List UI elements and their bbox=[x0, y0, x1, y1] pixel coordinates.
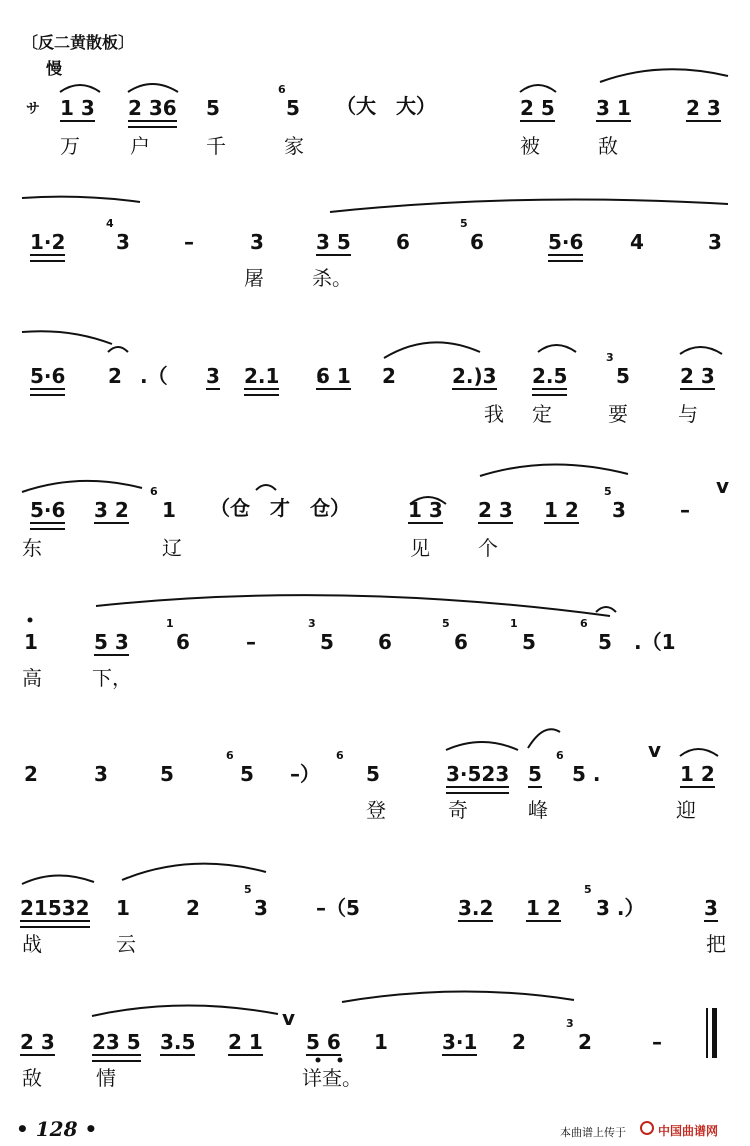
jianpu-note: 1 bbox=[374, 1030, 388, 1054]
jianpu-note: 3.5 bbox=[160, 1030, 196, 1054]
jianpu-note: 3 bbox=[94, 762, 108, 786]
jianpu-note: 3 bbox=[708, 230, 722, 254]
jianpu-note: 3·1 bbox=[442, 1030, 478, 1054]
jianpu-note: 23 5 bbox=[92, 1030, 141, 1054]
lyric-syllable: 要 bbox=[608, 402, 628, 426]
jianpu-note: 5 bbox=[522, 630, 536, 654]
jianpu-note: 3 1 bbox=[596, 96, 631, 120]
grace-note: 5 bbox=[244, 883, 252, 896]
jianpu-note: 2.5 bbox=[532, 364, 568, 388]
slur bbox=[122, 864, 266, 880]
jianpu-note: 1·2 bbox=[30, 230, 66, 254]
lyric-syllable: 奇 bbox=[448, 798, 468, 822]
jianpu-note: 4 bbox=[630, 230, 644, 254]
lyric-syllable: 下， bbox=[92, 666, 132, 690]
jianpu-note: v bbox=[648, 738, 662, 762]
slur bbox=[22, 875, 94, 884]
jianpu-note: 1 bbox=[162, 498, 176, 522]
lyric-syllable: 户 bbox=[130, 134, 150, 158]
slur bbox=[342, 991, 574, 1002]
fermata bbox=[108, 347, 128, 352]
jianpu-note: 6 bbox=[396, 230, 410, 254]
double-barline-thick bbox=[712, 1008, 717, 1058]
lyric-syllable: 东 bbox=[22, 536, 42, 560]
slur bbox=[92, 1005, 278, 1016]
grace-note: 5 bbox=[442, 617, 450, 630]
grace-note: 3 bbox=[566, 1017, 574, 1030]
grace-note: 6 bbox=[336, 749, 344, 762]
slur bbox=[600, 69, 728, 82]
lyric-syllable: 家 bbox=[284, 134, 304, 158]
jianpu-note: 5 bbox=[206, 96, 220, 120]
jianpu-note: 5 bbox=[320, 630, 334, 654]
jianpu-note: 2 3 bbox=[478, 498, 513, 522]
fermata bbox=[256, 485, 276, 490]
grace-note: 1 bbox=[166, 617, 174, 630]
jianpu-note: 5 6 bbox=[306, 1030, 341, 1054]
jianpu-note: 5 . bbox=[572, 762, 601, 786]
jianpu-note: 2 bbox=[382, 364, 396, 388]
lyric-syllable: 千 bbox=[206, 134, 226, 158]
site-logo-icon bbox=[640, 1121, 654, 1135]
lyric-syllable: 万 bbox=[60, 134, 80, 158]
lyric-syllable: 高 bbox=[22, 666, 42, 690]
jianpu-note: v bbox=[716, 474, 730, 498]
slur bbox=[528, 729, 560, 748]
jianpu-note: 2 36 bbox=[128, 96, 177, 120]
jianpu-note: 2 bbox=[108, 364, 122, 388]
grace-note: 3 bbox=[308, 617, 316, 630]
jianpu-note: 6 bbox=[176, 630, 190, 654]
jianpu-note: 5·6 bbox=[30, 364, 66, 388]
site-logo-text: 中国曲谱网 bbox=[658, 1124, 719, 1138]
jianpu-note: 1 bbox=[24, 630, 38, 654]
jianpu-note: 6 1 bbox=[316, 364, 351, 388]
grace-note: 1 bbox=[510, 617, 518, 630]
lyric-syllable: 个 bbox=[478, 536, 498, 560]
jianpu-note: 3 bbox=[612, 498, 626, 522]
jianpu-note: 3 bbox=[250, 230, 264, 254]
lyric-syllable: 见 bbox=[410, 536, 430, 560]
jianpu-note: – bbox=[680, 498, 690, 522]
jianpu-note: （仓 才 仓） bbox=[210, 496, 350, 520]
lyric-syllable: 定 bbox=[532, 402, 552, 426]
jianpu-note: 1 3 bbox=[408, 498, 443, 522]
jianpu-note: （大 大） bbox=[336, 94, 436, 118]
slur bbox=[330, 200, 728, 213]
grace-note: 3 bbox=[606, 351, 614, 364]
slur bbox=[680, 749, 718, 756]
octave-dot bbox=[338, 1058, 343, 1063]
lyric-syllable: 登 bbox=[366, 798, 386, 822]
jianpu-note: 2.)3 bbox=[452, 364, 497, 388]
octave-dot bbox=[28, 618, 33, 623]
grace-note: 5 bbox=[460, 217, 468, 230]
tempo-marking: 慢 bbox=[46, 59, 63, 78]
lyric-syllable: 情 bbox=[96, 1066, 116, 1090]
fermata bbox=[596, 607, 616, 612]
jianpu-note: 21532 bbox=[20, 896, 90, 920]
lyric-syllable: 把 bbox=[706, 932, 726, 956]
slur bbox=[128, 84, 178, 92]
jianpu-note: 3.2 bbox=[458, 896, 494, 920]
grace-note: 6 bbox=[556, 749, 564, 762]
jianpu-note: 3 2 bbox=[94, 498, 129, 522]
lyric-syllable: 敌 bbox=[598, 134, 618, 158]
grace-note: 4 bbox=[106, 217, 114, 230]
lyric-syllable: 战 bbox=[22, 932, 42, 956]
jianpu-note: 2 5 bbox=[520, 96, 555, 120]
jianpu-note: – bbox=[652, 1030, 662, 1054]
jianpu-note: 1 3 bbox=[60, 96, 95, 120]
jianpu-note: .（1 bbox=[634, 630, 676, 654]
jianpu-note: 3 bbox=[704, 896, 718, 920]
grace-note: 6 bbox=[226, 749, 234, 762]
lyric-syllable: 迎 bbox=[676, 798, 696, 822]
jianpu-note: –） bbox=[290, 762, 320, 786]
slur bbox=[96, 595, 610, 616]
jianpu-note: 3 .） bbox=[596, 896, 645, 920]
slur bbox=[60, 85, 100, 92]
jianpu-note: 2 3 bbox=[686, 96, 721, 120]
jianpu-note: 3 5 bbox=[316, 230, 351, 254]
lyric-syllable: 云 bbox=[116, 932, 136, 956]
lyric-syllable: 屠 bbox=[244, 266, 264, 290]
grace-note: 6 bbox=[150, 485, 158, 498]
lyric-syllable: 详查。 bbox=[302, 1066, 362, 1090]
grace-note: 5 bbox=[584, 883, 592, 896]
jianpu-note: 2 bbox=[186, 896, 200, 920]
page-number: • 128 • bbox=[16, 1117, 98, 1141]
jianpu-note: 5 bbox=[528, 762, 542, 786]
jianpu-note: 2 bbox=[512, 1030, 526, 1054]
jianpu-note: v bbox=[282, 1006, 296, 1030]
jianpu-note: 2 bbox=[24, 762, 38, 786]
jianpu-note: 2 bbox=[578, 1030, 592, 1054]
slur bbox=[446, 742, 518, 750]
jianpu-note: 5 bbox=[598, 630, 612, 654]
jianpu-note: 5 bbox=[366, 762, 380, 786]
jianpu-note: 6 bbox=[378, 630, 392, 654]
double-barline-thin bbox=[706, 1008, 708, 1058]
lyric-syllable: 被 bbox=[520, 134, 540, 158]
upload-credit: 本曲谱上传于 bbox=[560, 1126, 626, 1139]
jianpu-note: 6 bbox=[454, 630, 468, 654]
jianpu-note: 1 2 bbox=[544, 498, 579, 522]
slur bbox=[480, 464, 628, 476]
grace-note: 5 bbox=[604, 485, 612, 498]
jianpu-note: 2 1 bbox=[228, 1030, 263, 1054]
slur bbox=[680, 347, 722, 354]
mode-heading: 〔反二黄散板〕 bbox=[22, 33, 135, 52]
lyric-syllable: 杀。 bbox=[312, 266, 352, 290]
jianpu-note: 5 bbox=[616, 364, 630, 388]
jianpu-note: 3 bbox=[116, 230, 130, 254]
jianpu-note: 1 2 bbox=[680, 762, 715, 786]
jianpu-note: 1 bbox=[116, 896, 130, 920]
jianpu-note: 3 bbox=[206, 364, 220, 388]
jianpu-note: – bbox=[184, 230, 194, 254]
slur bbox=[22, 481, 142, 492]
jianpu-note: 2 3 bbox=[20, 1030, 55, 1054]
jianpu-note: 1 2 bbox=[526, 896, 561, 920]
jianpu-note: 3 bbox=[254, 896, 268, 920]
slur bbox=[22, 331, 112, 344]
octave-dot bbox=[316, 1058, 321, 1063]
slur bbox=[538, 345, 576, 352]
grace-note: 6 bbox=[278, 83, 286, 96]
lyric-syllable: 敌 bbox=[22, 1066, 42, 1090]
slur bbox=[520, 85, 556, 92]
jianpu-note: 2.1 bbox=[244, 364, 280, 388]
jianpu-note: 5 3 bbox=[94, 630, 129, 654]
jianpu-note: 6 bbox=[470, 230, 484, 254]
lyric-syllable: 辽 bbox=[162, 536, 182, 560]
slur bbox=[384, 342, 480, 358]
jianpu-note: .（ bbox=[140, 364, 168, 388]
jianpu-note: 5 bbox=[286, 96, 300, 120]
jianpu-note: 5 bbox=[240, 762, 254, 786]
jianpu-note: 5 bbox=[160, 762, 174, 786]
lyric-syllable: 与 bbox=[678, 402, 698, 426]
grace-note: 6 bbox=[580, 617, 588, 630]
meter-symbol: サ bbox=[26, 101, 40, 117]
jianpu-note: 5·6 bbox=[30, 498, 66, 522]
jianpu-note: –（5 bbox=[316, 896, 360, 920]
lyric-syllable: 峰 bbox=[528, 798, 548, 822]
lyric-syllable: 我 bbox=[484, 402, 504, 426]
slur bbox=[22, 197, 140, 202]
jianpu-note: 5·6 bbox=[548, 230, 584, 254]
jianpu-note: – bbox=[246, 630, 256, 654]
jianpu-note: 3·523 bbox=[446, 762, 510, 786]
jianpu-note: 2 3 bbox=[680, 364, 715, 388]
